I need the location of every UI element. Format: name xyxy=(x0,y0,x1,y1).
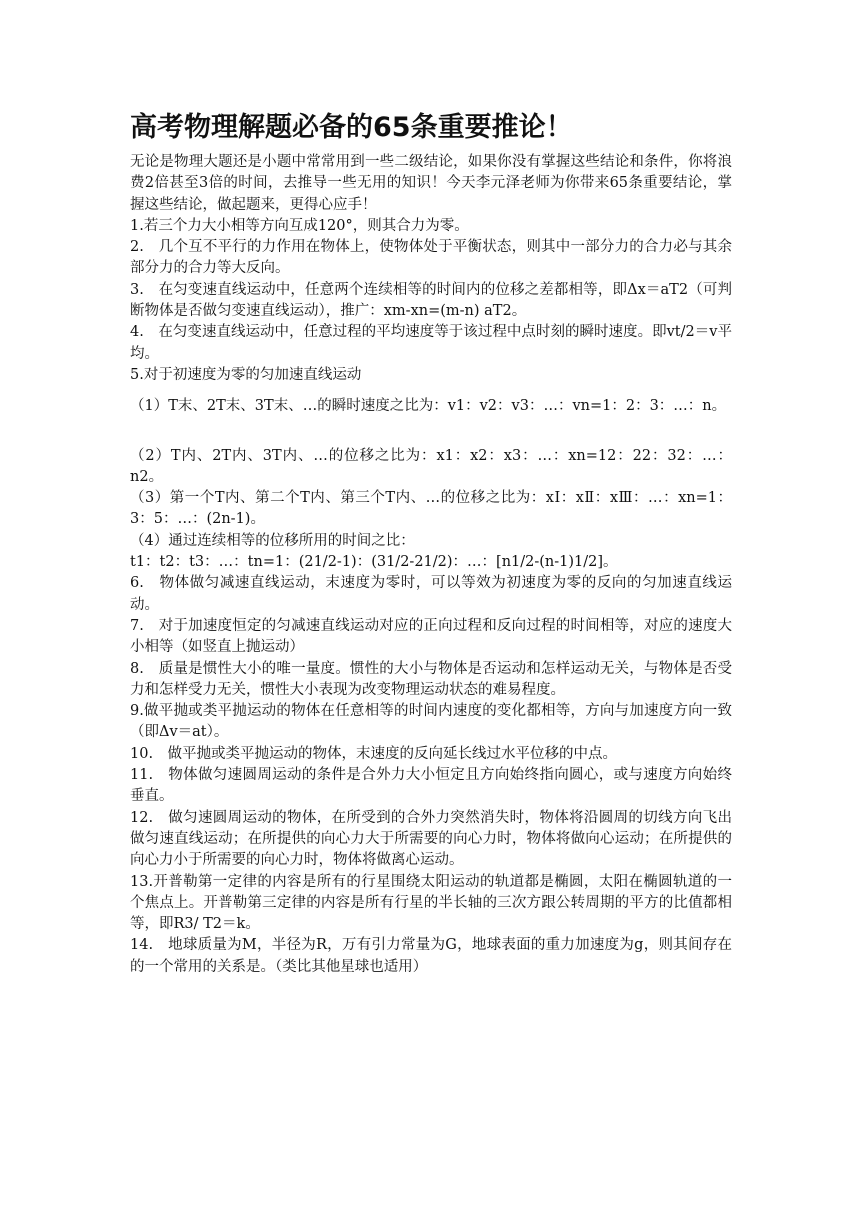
document-page xyxy=(130,108,732,978)
item-3: 3. 在匀变速直线运动中，任意两个连续相等的时间内的位移之差都相等，即Δx＝aT2（可判断物体是否做匀变速直线运动），推广：xm-xn=(m-n) aT2。 xyxy=(130,281,732,320)
subitem-4: （4）通过连续相等的位移所用的时间之比： xyxy=(130,532,415,549)
item-14: 14. 地球质量为M，半径为R，万有引力常量为G，地球表面的重力加速度为g，则其间存在的一个常用的关系是。（类比其他星球也适用） xyxy=(130,937,732,975)
item-5: 5.对于初速度为零的匀加速直线运动 xyxy=(130,366,362,383)
subitem-3: （3）第一个T内、第二个T内、第三个T内、…的位移之比为：xⅠ：xⅡ：xⅢ：…：xn=1：3：5：…：(2n-1)。 xyxy=(130,490,732,528)
item-6: 6. 物体做匀减速直线运动，末速度为零时，可以等效为初速度为零的反向的匀加速直线运动。 xyxy=(130,575,732,613)
item-4: 4. 在匀变速直线运动中，任意过程的平均速度等于该过程中点时刻的瞬时速度。即vt/2＝v平均。 xyxy=(130,324,732,362)
subitem-2: （2）T内、2T内、3T内、…的位移之比为：x1：x2：x3：…：xn=12：22：32：…：n2。 xyxy=(130,447,732,485)
item-1: 1.若三个力大小相等方向互成120°，则其合力为零。 xyxy=(130,217,469,234)
subitem-1: （1）T末、2T末、3T末、…的瞬时速度之比为：v1：v2：v3：…：vn=1：2：3：…：n。 xyxy=(130,398,727,415)
item-8: 8. 质量是惯性大小的唯一量度。惯性的大小与物体是否运动和怎样运动无关，与物体是否受力和怎样受力无关，惯性大小表现为改变物理运动状态的难易程度。 xyxy=(130,660,732,698)
item-9: 9.做平抛或类平抛运动的物体在任意相等的时间内速度的变化都相等，方向与加速度方向一致（即Δv＝at）。 xyxy=(130,703,732,741)
item-12: 12. 做匀速圆周运动的物体，在所受到的合外力突然消失时，物体将沿圆周的切线方向飞出做匀速直线运动；在所提供的向心力大于所需要的向心力时，物体将做向心运动；在所提供的向心力小于所需要的向心力时，物体将做离心运动。 xyxy=(130,809,732,869)
item-11: 11. 物体做匀速圆周运动的条件是合外力大小恒定且方向始终指向圆心，或与速度方向始终垂直。 xyxy=(130,767,732,805)
item-10: 10. 做平抛或类平抛运动的物体，末速度的反向延长线过水平位移的中点。 xyxy=(130,745,618,762)
item-2: 2. 几个互不平行的力作用在物体上，使物体处于平衡状态，则其中一部分力的合力必与其余部分力的合力等大反向。 xyxy=(130,239,732,277)
subitem-4-formula: t1：t2：t3：…：tn=1：(21/2-1)：(31/2-21/2)：…：[n1/2-(n-1)1/2]。 xyxy=(130,554,618,571)
item-7: 7. 对于加速度恒定的匀减速直线运动对应的正向过程和反向过程的时间相等，对应的速度大小相等（如竖直上抛运动） xyxy=(130,617,732,656)
intro-paragraph: 无论是物理大题还是小题中常常用到一些二级结论，如果你没有掌握这些结论和条件，你将浪费2倍甚至3倍的时间，去推导一些无用的知识！今天李元泽老师为你带来65条重要结论，掌握这些结论，做起题来，更得心应手！ xyxy=(130,154,732,213)
item-13: 13.开普勒第一定律的内容是所有的行星围绕太阳运动的轨道都是椭圆，太阳在椭圆轨道的一个焦点上。开普勒第三定律的内容是所有行星的半长轴的三次方跟公转周期的平方的比值都相等，即R3/ T2＝k。 xyxy=(130,873,732,933)
article-title: 高考物理解题必备的65条重要推论！ xyxy=(130,112,573,143)
